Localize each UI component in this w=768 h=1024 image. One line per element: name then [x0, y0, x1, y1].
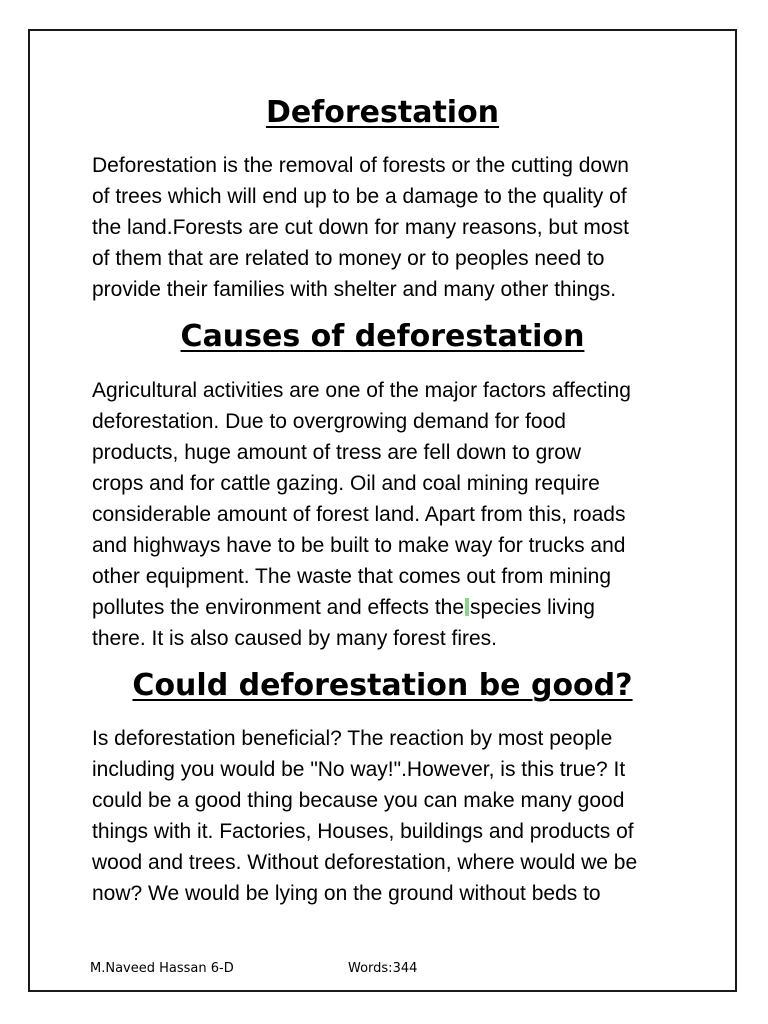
text-line: of trees which will end up to be a damage to the quality of: [92, 185, 627, 208]
text-line: the land.Forests are cut down for many reasons, but most: [92, 216, 629, 239]
text-line: things with it. Factories, Houses, buildings and products of: [92, 820, 634, 843]
text-line: products, huge amount of tress are fell down to grow: [92, 441, 582, 464]
heading-could-be-good: Could deforestation be good?: [132, 668, 633, 703]
text-line: provide their families with shelter and many other things.: [92, 278, 617, 301]
text-line: Agricultural activities are one of the major factors affecting: [92, 379, 631, 402]
text-line: and highways have to be built to make way for trucks and: [92, 534, 626, 557]
document-page: [28, 29, 737, 992]
text-line: Is deforestation beneficial? The reaction by most people: [92, 727, 613, 750]
text-line: now? We would be lying on the ground without beds to: [92, 882, 601, 905]
text-line: including you would be "No way!".However, is this true? It: [92, 758, 626, 781]
text-line: other equipment. The waste that comes out from mining: [92, 565, 612, 588]
paragraph-intro: [92, 150, 690, 305]
text-segment: species living: [470, 596, 595, 619]
text-line: Deforestation is the removal of forests or the cutting down: [92, 154, 629, 177]
text-segment: pollutes the environment and effects the: [92, 596, 465, 619]
heading-causes: Causes of deforestation: [180, 319, 585, 354]
paragraph-causes: [92, 375, 690, 654]
title-deforestation: Deforestation: [265, 95, 500, 130]
footer-word-count: Words:344: [348, 961, 418, 976]
footer-author: M.Naveed Hassan 6-D: [90, 961, 234, 976]
text-line: crops and for cattle gazing. Oil and coal mining require: [92, 472, 600, 495]
text-line: deforestation. Due to overgrowing demand for food: [92, 410, 566, 433]
text-cursor-marker: [465, 598, 469, 616]
text-line: of them that are related to money or to peoples need to: [92, 247, 605, 270]
text-line-with-cursor: [92, 592, 690, 623]
text-line: there. It is also caused by many forest fires.: [92, 627, 498, 650]
text-line: wood and trees. Without deforestation, where would we be: [92, 851, 638, 874]
text-line: considerable amount of forest land. Apart from this, roads: [92, 503, 626, 526]
text-line: could be a good thing because you can make many good: [92, 789, 625, 812]
paragraph-benefits: [92, 723, 690, 909]
